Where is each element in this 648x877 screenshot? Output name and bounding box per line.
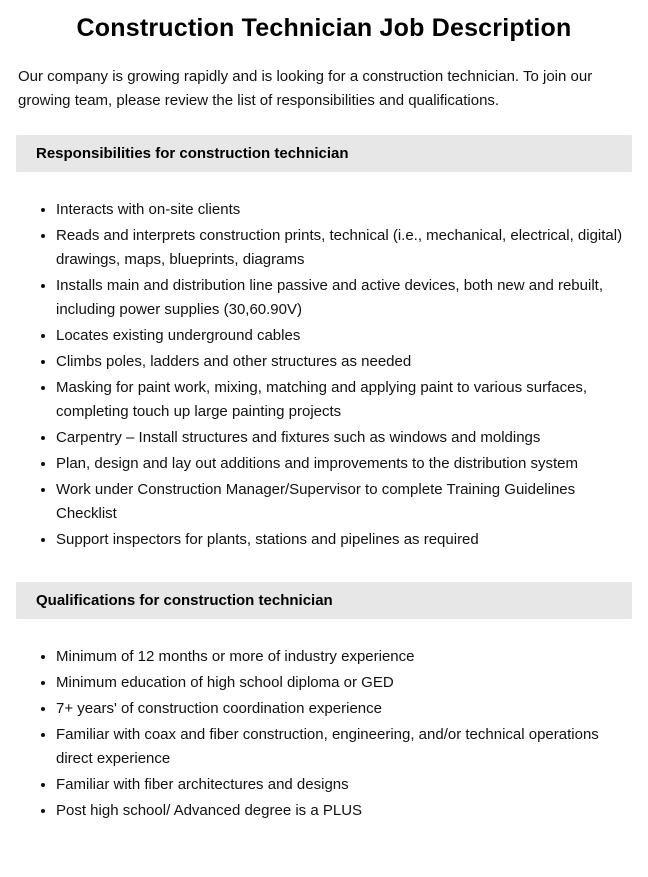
responsibilities-heading: Responsibilities for construction technician (16, 135, 632, 172)
list-item: • Plan, design and lay out additions and improvements to the distribution system (56, 452, 632, 476)
list-item: • Familiar with coax and fiber construction, engineering, and/or technical operations direct experience (56, 723, 632, 771)
list-item: • Interacts with on-site clients (56, 198, 632, 222)
list-item: • 7+ years' of construction coordination experience (56, 697, 632, 721)
list-item: • Masking for paint work, mixing, matching and applying paint to various surfaces, completing touch up large painting projects (56, 376, 632, 424)
list-item: • Minimum of 12 months or more of industry experience (56, 645, 632, 669)
list-item: • Familiar with fiber architectures and designs (56, 773, 632, 797)
list-item: • Locates existing underground cables (56, 324, 632, 348)
responsibilities-section (16, 135, 632, 552)
qualifications-heading: Qualifications for construction technician (16, 582, 632, 619)
list-item: • Post high school/ Advanced degree is a PLUS (56, 799, 632, 823)
list-item: • Installs main and distribution line passive and active devices, both new and rebuilt, including power supplies (30,60.90V) (56, 274, 632, 322)
intro-paragraph: Our company is growing rapidly and is looking for a construction technician. To join our growing team, please review the list of responsibilities and qualifications. (18, 68, 593, 109)
list-item: • Support inspectors for plants, stations and pipelines as required (56, 528, 632, 552)
qualifications-section (16, 582, 632, 823)
list-item: • Reads and interprets construction prints, technical (i.e., mechanical, electrical, digital) drawings, maps, blueprints, diagrams (56, 224, 632, 272)
page-title: Construction Technician Job Description (76, 14, 572, 42)
responsibilities-list (16, 198, 632, 552)
list-item: • Minimum education of high school diploma or GED (56, 671, 632, 695)
list-item: • Carpentry – Install structures and fixtures such as windows and moldings (56, 426, 632, 450)
list-item: • Climbs poles, ladders and other structures as needed (56, 350, 632, 374)
list-item: • Work under Construction Manager/Supervisor to complete Training Guidelines Checklist (56, 478, 632, 526)
qualifications-list (16, 645, 632, 823)
